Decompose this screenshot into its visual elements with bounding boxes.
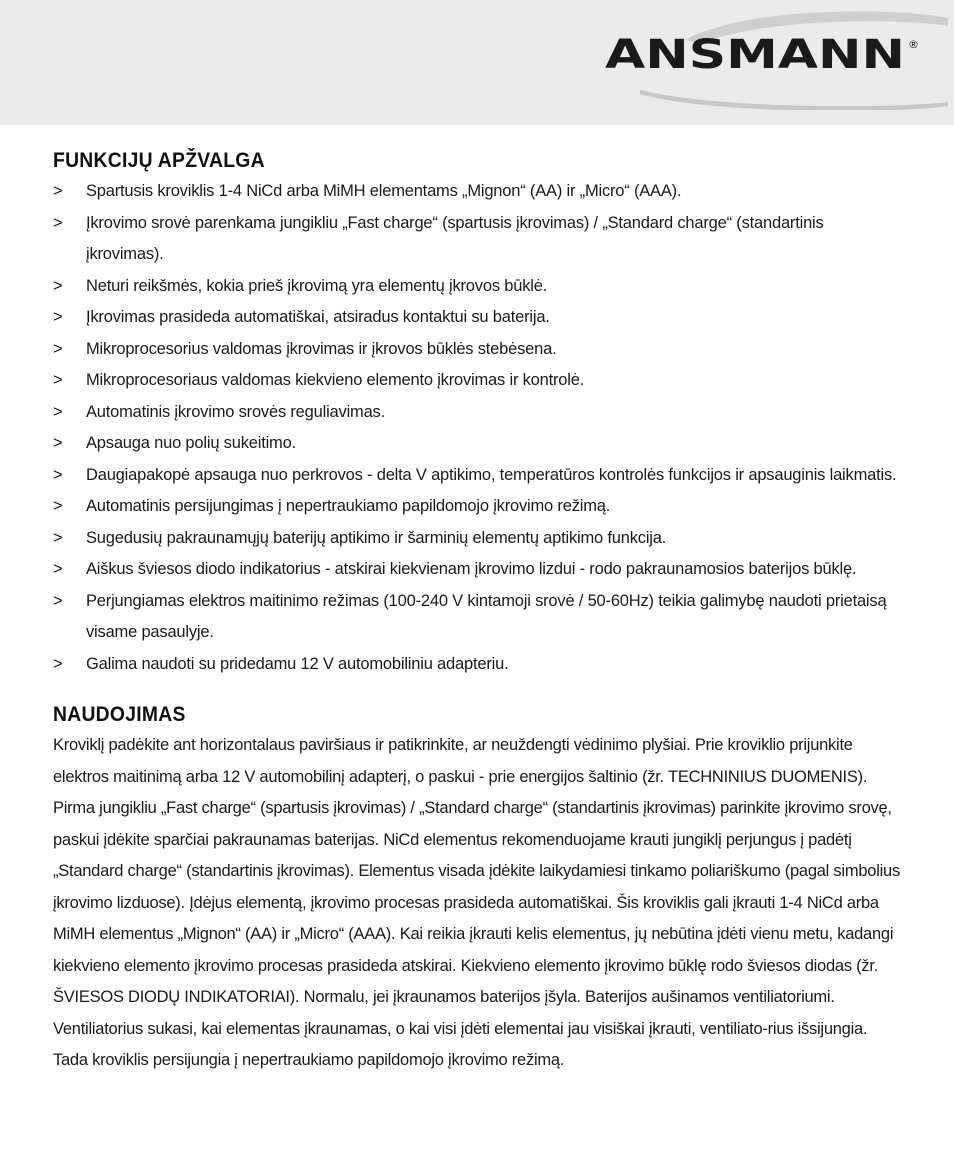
bullet-marker: > [53, 339, 63, 358]
bullet-marker: > [53, 497, 63, 515]
bullet-marker: > [53, 402, 63, 421]
feature-item [53, 649, 903, 681]
feature-item [53, 397, 903, 429]
feature-item [53, 491, 903, 523]
feature-item-text: Apsauga nuo polių sukeitimo. [86, 434, 296, 452]
feature-item-text: Spartusis kroviklis 1-4 NiCd arba MiMH elementams „Mignon“ (AA) ir „Micro“ (AAA). [86, 182, 682, 200]
bullet-marker: > [53, 434, 63, 452]
bullet-marker: > [53, 308, 63, 326]
feature-item [53, 334, 903, 366]
bullet-marker: > [53, 182, 63, 200]
ansmann-logo [600, 10, 950, 110]
main-content [53, 146, 903, 1077]
feature-item-text: Galima naudoti su pridedamu 12 V automobiliniu adapteriu. [86, 654, 509, 673]
feature-item-text: Daugiapakopė apsauga nuo perkrovos - delta V aptikimo, temperatūros kontrolės funkcijos ir apsauginis laikmatis. [86, 465, 897, 484]
feature-item [53, 460, 903, 492]
feature-item-text: Įkrovimo srovė parenkama jungikliu „Fast charge“ (spartusis įkrovimas) / „Standard charge“ (standartinis įkrovimas). [86, 213, 824, 263]
feature-item-text: Perjungiamas elektros maitinimo režimas (100-240 V kintamoji srovė / 50-60Hz) teikia galimybę naudoti prietaisą visame pasaulyje. [86, 591, 887, 641]
feature-item-text: Sugedusių pakraunamųjų baterijų aptikimo ir šarminių elementų aptikimo funkcija. [86, 528, 667, 547]
feature-item-text: Įkrovimas prasideda automatiškai, atsiradus kontaktui su baterija. [86, 308, 550, 326]
features-list [53, 176, 903, 680]
usage-paragraph: Kroviklį padėkite ant horizontalaus paviršiaus ir patikrinkite, ar neuždengti vėdinimo plyšiai. Prie kroviklio prijunkite elektros maitinimą arba 12 V automobilinį adapterį, o paskui - prie energijos šaltinio (žr. TECHNINIUS DUOMENIS). Pirma jungikliu „Fast charge“ (spartusis įkrovimas) / „Standard charge“ (standartinis įkrovimas) parinkite įkrovimo srovę, paskui įdėkite sparčiai pakraunamas baterijas. NiCd elementus rekomenduojame krauti jungiklį perjungus į padėtį „Standard charge“ (standartinis įkrovimas). Elementus visada įdėkite laikydamiesi tinkamo poliariškumo (pagal simbolius įkrovimo lizduose). Įdėjus elementą, įkrovimo procesas prasideda automatiškai. Šis kroviklis gali įkrauti 1-4 NiCd arba MiMH elementus „Mignon“ (AA) ir „Micro“ (AAA). Kai reikia įkrauti kelis elementus, jų nebūtina įdėti vienu metu, kadangi kiekvieno elemento įkrovimo procesas prasideda atskirai. Kiekvieno elemento įkrovimo būklę rodo šviesos diodas (žr. ŠVIESOS DIODŲ INDIKATORIAI). Normalu, jei įkraunamos baterijos įšyla. Baterijos aušinamos ventiliatoriumi. Ventiliatorius sukasi, kai elementas įkraunamas, o kai visi įdėti elementai jau visiškai įkrauti, ventiliato-rius išsijungia. Tada kroviklis persijungia į nepertraukiamo papildomojo įkrovimo režimą. [53, 736, 900, 1069]
feature-item [53, 523, 903, 555]
feature-item-text: Automatinis persijungimas į nepertraukiamo papildomojo įkrovimo režimą. [86, 497, 611, 515]
feature-item [53, 428, 903, 460]
features-heading: FUNKCIJŲ APŽVALGA [53, 149, 265, 172]
bullet-marker: > [53, 591, 63, 610]
feature-item [53, 271, 903, 303]
feature-item-text: Automatinis įkrovimo srovės reguliavimas. [86, 402, 385, 421]
bullet-marker: > [53, 276, 63, 295]
feature-item-text: Neturi reikšmės, kokia prieš įkrovimą yra elementų įkrovos būklė. [86, 276, 548, 295]
feature-item [53, 554, 903, 586]
bullet-marker: > [53, 465, 63, 484]
feature-item [53, 208, 903, 271]
bullet-marker: > [53, 654, 63, 673]
feature-item [53, 586, 903, 649]
usage-heading: NAUDOJIMAS [53, 703, 186, 726]
feature-item [53, 176, 903, 208]
bullet-marker: > [53, 213, 63, 232]
feature-item-text: Mikroprocesorius valdomas įkrovimas ir įkrovos būklės stebėsena. [86, 339, 557, 358]
logo-wordmark: ANSMANN [605, 32, 905, 78]
bullet-marker: > [53, 528, 63, 547]
feature-item-text: Mikroprocesoriaus valdomas kiekvieno elemento įkrovimas ir kontrolė. [86, 371, 585, 389]
feature-item-text: Aiškus šviesos diodo indikatorius - atskirai kiekvienam įkrovimo lizdui - rodo pakraunamosios baterijos būklę. [86, 560, 857, 578]
logo-registered-mark: ® [908, 38, 919, 51]
feature-item [53, 365, 903, 397]
feature-item [53, 302, 903, 334]
bullet-marker: > [53, 560, 63, 578]
bullet-marker: > [53, 371, 63, 389]
